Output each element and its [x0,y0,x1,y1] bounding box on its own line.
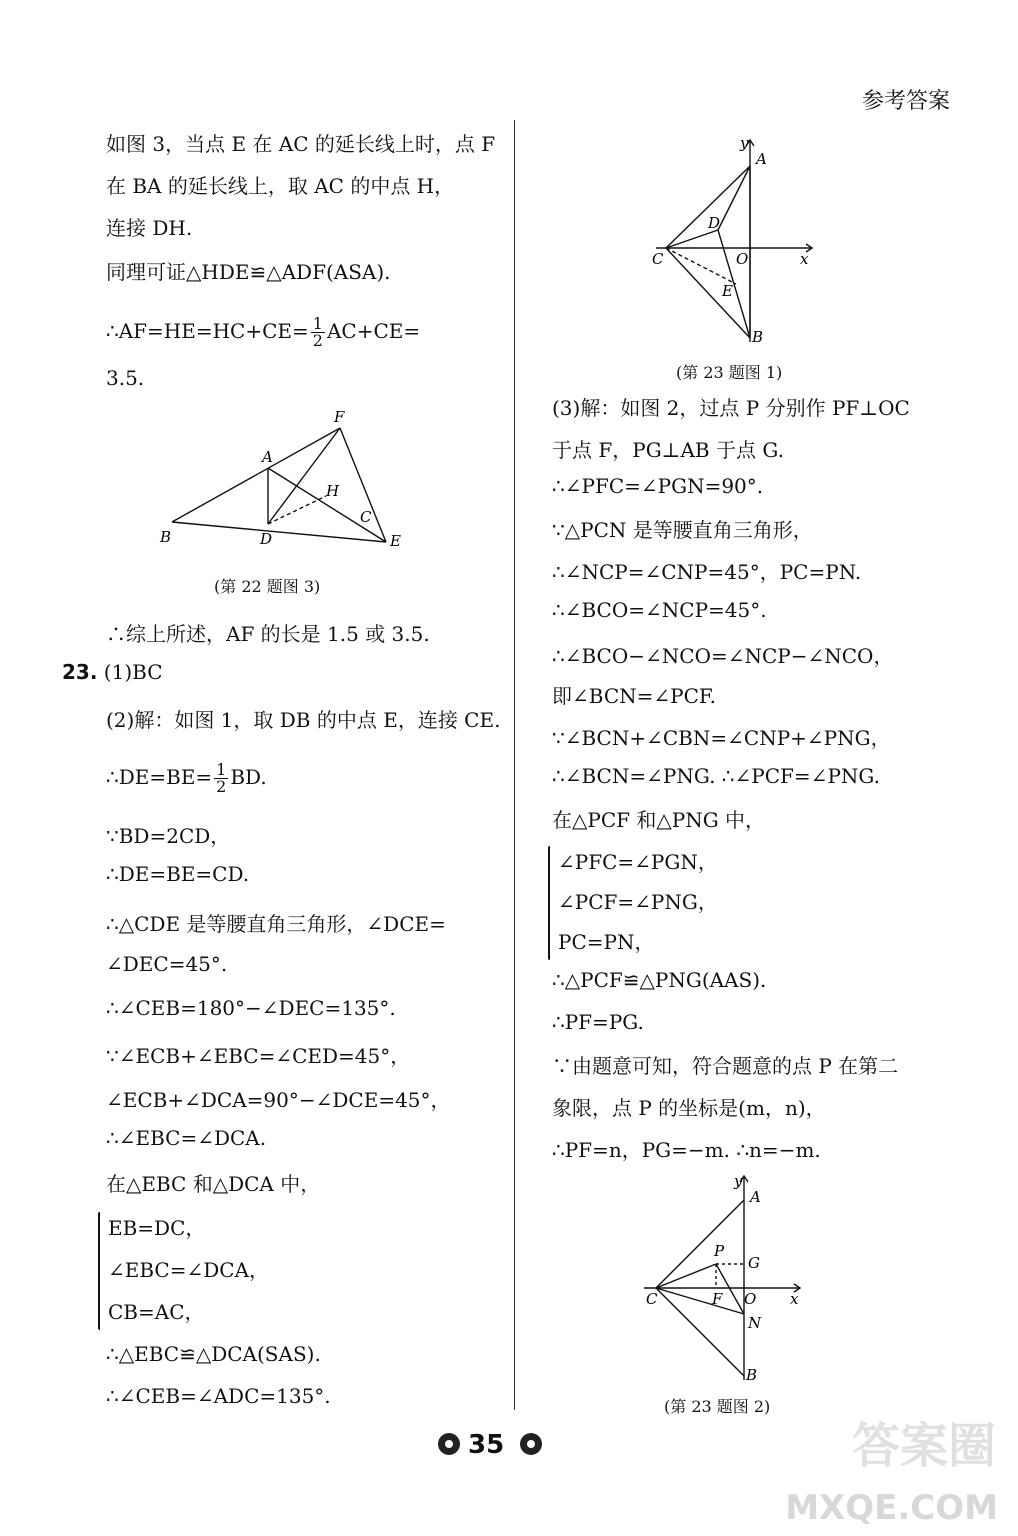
fraction: $\frac{1}{2}$ [216,760,227,796]
text-line: CB=AC， [108,1300,205,1324]
label-B: B [752,328,764,346]
text-line: 即∠BCN=∠PCF. [552,684,717,708]
text-line: 在 BA 的延长线上，取 AC 的中点 H， [106,174,455,198]
flower-icon [436,1431,462,1457]
figure-23-2 [636,1172,816,1390]
column-divider [514,120,515,1410]
question-number: 23. [62,660,98,684]
label-G: G [748,1254,760,1272]
label-A: A [756,150,767,168]
text-line: ∴∠EBC=∠DCA. [106,1126,267,1150]
label-C: C [646,1290,658,1308]
label-A: A [262,448,273,466]
label-B: B [746,1366,758,1384]
label-D: D [708,214,721,232]
figure-caption: (第 22 题图 3) [214,577,321,596]
text-line: 在△PCF 和△PNG 中， [552,808,766,832]
label-x: x [800,250,809,268]
label-C: C [652,250,664,268]
text-line: 3.5. [106,366,145,390]
figure-caption: (第 23 题图 2) [664,1397,771,1416]
watermark-logo: 答案圈 [851,1418,996,1474]
label-x: x [790,1290,799,1308]
text-line: (3)解：如图 2，过点 P 分别作 PF⊥OC [552,396,910,420]
page-number: 35 [468,1430,505,1460]
text-line: 在△EBC 和△DCA 中， [106,1172,321,1196]
text-line: ∵△PCN 是等腰直角三角形， [552,518,813,542]
label-E: E [390,532,401,550]
text-line: PC=PN， [558,930,655,954]
text-line: 连接 DH. [106,216,193,240]
watermark-url: MXQE.COM [785,1488,998,1528]
fraction: $\frac{1}{2}$ [312,314,323,350]
text-line: ∵∠BCN+∠CBN=∠CNP+∠PNG， [552,726,891,750]
text-line-with-fraction [106,316,420,349]
text-line: ∠ECB+∠DCA=90°−∠DCE=45°， [106,1088,451,1112]
text-line: ∵由题意可知，符合题意的点 P 在第二 [552,1054,899,1078]
label-D: D [260,530,273,548]
text-segment: (1)BC [103,660,163,684]
text-line: ∴∠BCO−∠NCO=∠NCP−∠NCO， [552,644,894,668]
text-line: (2)解：如图 1，取 DB 的中点 E，连接 CE. [106,708,501,732]
text-line: ∴∠BCO=∠NCP=45°. [552,598,767,622]
figure-22-3 [150,404,420,554]
flower-icon [518,1431,544,1457]
label-F: F [334,408,345,426]
text-line: ∵BD=2CD， [106,824,231,848]
label-y: y [734,1172,743,1190]
text-line: 象限，点 P 的坐标是(m，n)， [552,1096,826,1120]
brace [98,1212,100,1330]
label-y: y [740,134,749,152]
text-line: EB=DC， [108,1216,206,1240]
text-line: ∴∠NCP=∠CNP=45°，PC=PN. [552,560,862,584]
text-line-with-fraction [106,762,267,795]
text-line: ∴∠PFC=∠PGN=90°. [552,474,764,498]
brace [548,846,550,960]
text-line: ∴△CDE 是等腰直角三角形，∠DCE= [106,912,446,936]
text-segment: BD. [230,765,267,789]
text-line: ∴△EBC≌△DCA(SAS). [106,1342,321,1366]
label-N: N [748,1314,762,1332]
text-line: ∠DEC=45°. [106,952,228,976]
text-segment: AC+CE= [326,319,421,343]
question-23-line [62,660,163,684]
text-line: ∠PFC=∠PGN， [558,850,718,874]
label-A: A [750,1188,761,1206]
label-P: P [714,1242,725,1260]
text-line: ∵∠ECB+∠EBC=∠CED=45°， [106,1044,411,1068]
label-B: B [160,528,172,546]
text-line: 于点 F，PG⊥AB 于点 G. [552,438,784,462]
label-O: O [744,1290,757,1308]
text-line: ∴∠CEB=∠ADC=135°. [106,1384,331,1408]
text-line: ∴DE=BE=CD. [106,862,250,886]
text-line: ∴PF=n，PG=−m. ∴n=−m. [552,1138,821,1162]
text-segment: ∴DE=BE= [106,765,213,789]
figure-23-1 [640,134,820,354]
figure-caption: (第 23 题图 1) [676,363,783,382]
label-C: C [360,508,372,526]
text-line: 同理可证△HDE≌△ADF(ASA). [106,260,391,284]
text-line: ∴∠BCN=∠PNG. ∴∠PCF=∠PNG. [552,764,881,788]
text-line: ∴△PCF≌△PNG(AAS). [552,968,767,992]
label-O: O [736,250,749,268]
page-header: 参考答案 [861,89,950,114]
label-E: E [722,282,733,300]
text-line: ∴综上所述，AF 的长是 1.5 或 3.5. [106,622,430,646]
label-H: H [326,482,340,500]
text-line: ∠PCF=∠PNG， [558,890,718,914]
text-segment: ∴AF=HE=HC+CE= [106,319,309,343]
text-line: ∴∠CEB=180°−∠DEC=135°. [106,996,396,1020]
label-F: F [712,1290,723,1308]
text-line: 如图 3，当点 E 在 AC 的延长线上时，点 F [106,132,496,156]
text-line: ∴PF=PG. [552,1010,644,1034]
text-line: ∠EBC=∠DCA， [108,1258,270,1282]
